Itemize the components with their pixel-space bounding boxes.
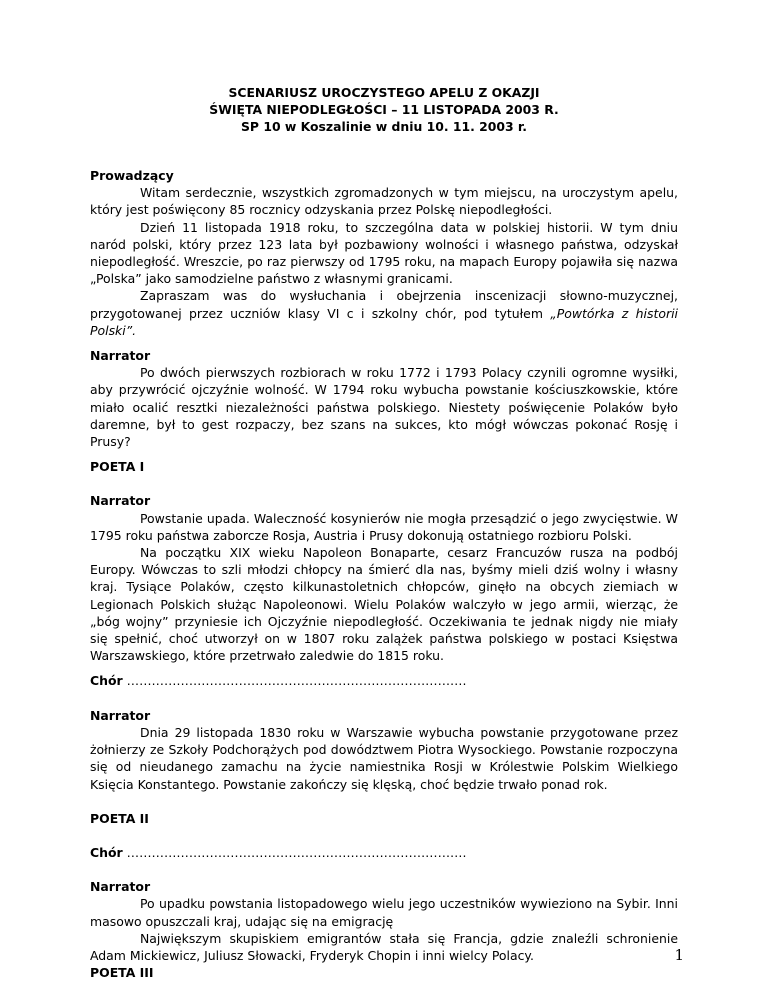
paragraph-text: Zapraszam was do wysłuchania i obejrzenia inscenizacji słowno-muzycznej, przygotowanej przez uczniów klasy VI c i szkolny chór, pod tytułem bbox=[90, 288, 678, 321]
section-heading-narrator: Narrator bbox=[90, 348, 151, 364]
page-number: 1 bbox=[674, 946, 684, 964]
document-title bbox=[90, 84, 678, 135]
paragraph: Największym skupiskiem emigrantów stała się Francja, gdzie znaleźli schronienie Adam Mickiewicz, Juliusz Słowacki, Fryderyk Chopin i inni wielcy Polacy. bbox=[90, 930, 678, 963]
chorus-dots: ………………………………………………………………………. bbox=[122, 673, 467, 689]
paragraph: Witam serdecznie, wszystkich zgromadzonych w tym miejscu, na uroczystym apelu, który jest poświęcony 85 rocznicy odzyskania przez Polskę niepodległości. bbox=[90, 185, 678, 218]
section-heading-narrator: Narrator bbox=[90, 879, 151, 895]
chorus-label: Chór bbox=[90, 673, 123, 689]
paragraph: Dzień 11 listopada 1918 roku, to szczególna data w polskiej historii. W tym dniu naród polski, który przez 123 lata był pozbawiony wolności i własnego państwa, odzyskał niepodległość. Wreszcie, po raz pierwszy od 1795 roku, na mapach Europy pojawiła się nazwa „Polska” jako samodzielne państwo z własnymi granicami. bbox=[90, 219, 678, 287]
paragraph: Powstanie upada. Waleczność kosynierów nie mogła przesądzić o jego zwycięstwie. W 1795 roku państwa zaborcze Rosja, Austria i Prusy dokonują ostatniego rozbioru Polski. bbox=[90, 510, 678, 543]
performance-title: „Powtórka z historii Polski”. bbox=[90, 305, 678, 338]
title-line-3: SP 10 w Koszalinie w dniu 10. 11. 2003 r. bbox=[241, 119, 527, 134]
title-line-1: SCENARIUSZ UROCZYSTEGO APELU Z OKAZJI bbox=[228, 85, 540, 100]
section-heading-narrator: Narrator bbox=[90, 707, 151, 723]
poet-heading-3: POETA III bbox=[90, 965, 154, 981]
document-body bbox=[90, 167, 678, 981]
paragraph: Dnia 29 listopada 1830 roku w Warszawie wybucha powstanie przygotowane przez żołnierzy ze Szkoły Podchorążych pod dowództwem Piotra Wysockiego. Powstanie rozpoczyna się od nieudanego zamachu na życie namiestnika Rosji w Królestwie Polskim Wielkiego Księcia Konstantego. Powstanie zakończy się klęską, choć będzie trwało ponad rok. bbox=[90, 724, 678, 792]
chorus-dots: ………………………………………………………………………. bbox=[122, 844, 467, 860]
chorus-line bbox=[90, 672, 678, 689]
chorus-line bbox=[90, 844, 678, 861]
paragraph: Po upadku powstania listopadowego wielu jego uczestników wywieziono na Sybir. Inni masowo opuszczali kraj, udając się na emigrację bbox=[90, 896, 678, 929]
paragraph: Na początku XIX wieku Napoleon Bonaparte, cesarz Francuzów rusza na podbój Europy. Wówczas to szli młodzi chłopcy na śmierć dla nas, byśmy mieli dziś wolny i własny kraj. Tysiące Polaków, często kilkunastoletnich chłopców, ginęło na obcych ziemiach w Legionach Polskich służąc Napoleonowi. Wielu Polaków walczyło w jego armii, wierząc, że „bóg wojny” przyniesie ich Ojczyźnie niepodległość. Oczekiwania te jednak nigdy nie miały się spełnić, choć utworzył on w 1807 roku zalążek państwa polskiego w postaci Księstwa Warszawskiego, które przetrwało zaledwie do 1815 roku. bbox=[90, 545, 678, 664]
poet-heading-2: POETA II bbox=[90, 810, 149, 826]
paragraph: Po dwóch pierwszych rozbiorach w roku 1772 i 1793 Polacy czynili ogromne wysiłki, aby przywrócić ojczyźnie wolność. W 1794 roku wybucha powstanie kościuszkowskie, które miało ocalić resztki niezależności państwa polskiego. Niestety poświęcenie Polaków było daremne, był to gest rozpaczy, bez szans na sukces, kto mógł wówczas pokonać Rosję i Prusy? bbox=[90, 365, 678, 450]
title-line-2: ŚWIĘTA NIEPODLEGŁOŚCI – 11 LISTOPADA 2003 R. bbox=[209, 102, 559, 117]
poet-heading-1: POETA I bbox=[90, 459, 145, 475]
chorus-label: Chór bbox=[90, 844, 123, 860]
section-heading-narrator: Narrator bbox=[90, 493, 151, 509]
section-heading-prowadzacy: Prowadzący bbox=[90, 168, 174, 183]
paragraph bbox=[90, 287, 678, 339]
